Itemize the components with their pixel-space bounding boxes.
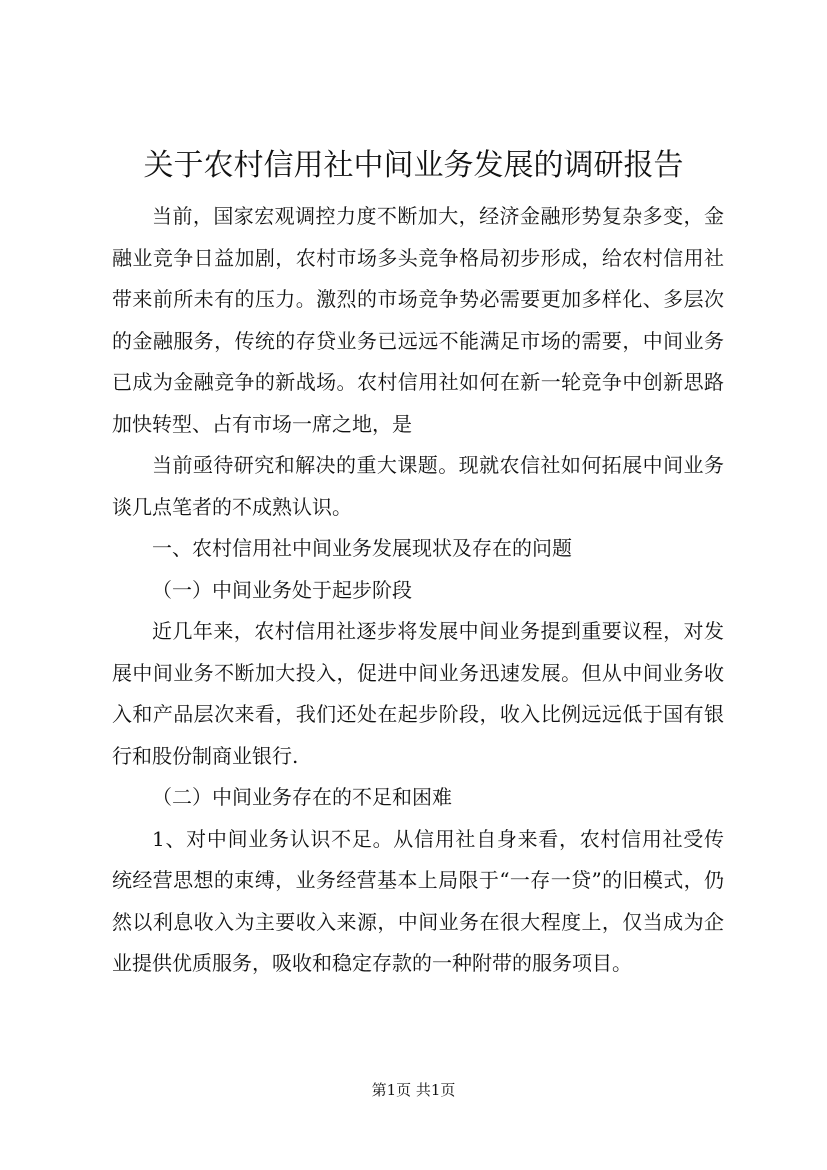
document-body [112, 196, 724, 985]
document-title: 关于农村信用社中间业务发展的调研报告 [143, 148, 684, 183]
subsection-heading-1: （一）中间业务处于起步阶段 [152, 577, 412, 602]
subsection-heading-2: （二）中间业务存在的不足和困难 [152, 785, 452, 809]
paragraph-point-1: 1、对中间业务认识不足。从信用社自身来看，农村信用社受传统经营思想的束缚，业务经营基本上局限于“一存一贷”的旧模式，仍然以利息收入为主要收入来源，中间业务在很大程度上，仅当成为企业提供优质服务，吸收和稳定存款的一种附带的服务项目。 [112, 826, 724, 975]
paragraph-intro-continued: 当前亟待研究和解决的重大课题。现就农信社如何拓展中间业务谈几点笔者的不成熟认识。 [112, 453, 724, 519]
page-footer: 第1页 共1页 [371, 1081, 456, 1099]
section-heading-1: 一、农村信用社中间业务发展现状及存在的问题 [152, 536, 572, 560]
paragraph-intro: 当前，国家宏观调控力度不断加大，经济金融形势复杂多变，金融业竞争日益加剧，农村市场多头竞争格局初步形成，给农村信用社带来前所未有的压力。激烈的市场竞争势必需要更加多样化、多层次的金融服务，传统的存贷业务已远远不能满足市场的需要，中间业务已成为金融竞争的新战场。农村信用社如何在新一轮竞争中创新思路加快转型、占有市场一席之地，是 [112, 204, 724, 436]
paragraph-subsection-1: 近几年来，农村信用社逐步将发展中间业务提到重要议程，对发展中间业务不断加大投入，促进中间业务迅速发展。但从中间业务收入和产品层次来看，我们还处在起步阶段，收入比例远远低于国有银行和股份制商业银行. [112, 619, 724, 768]
